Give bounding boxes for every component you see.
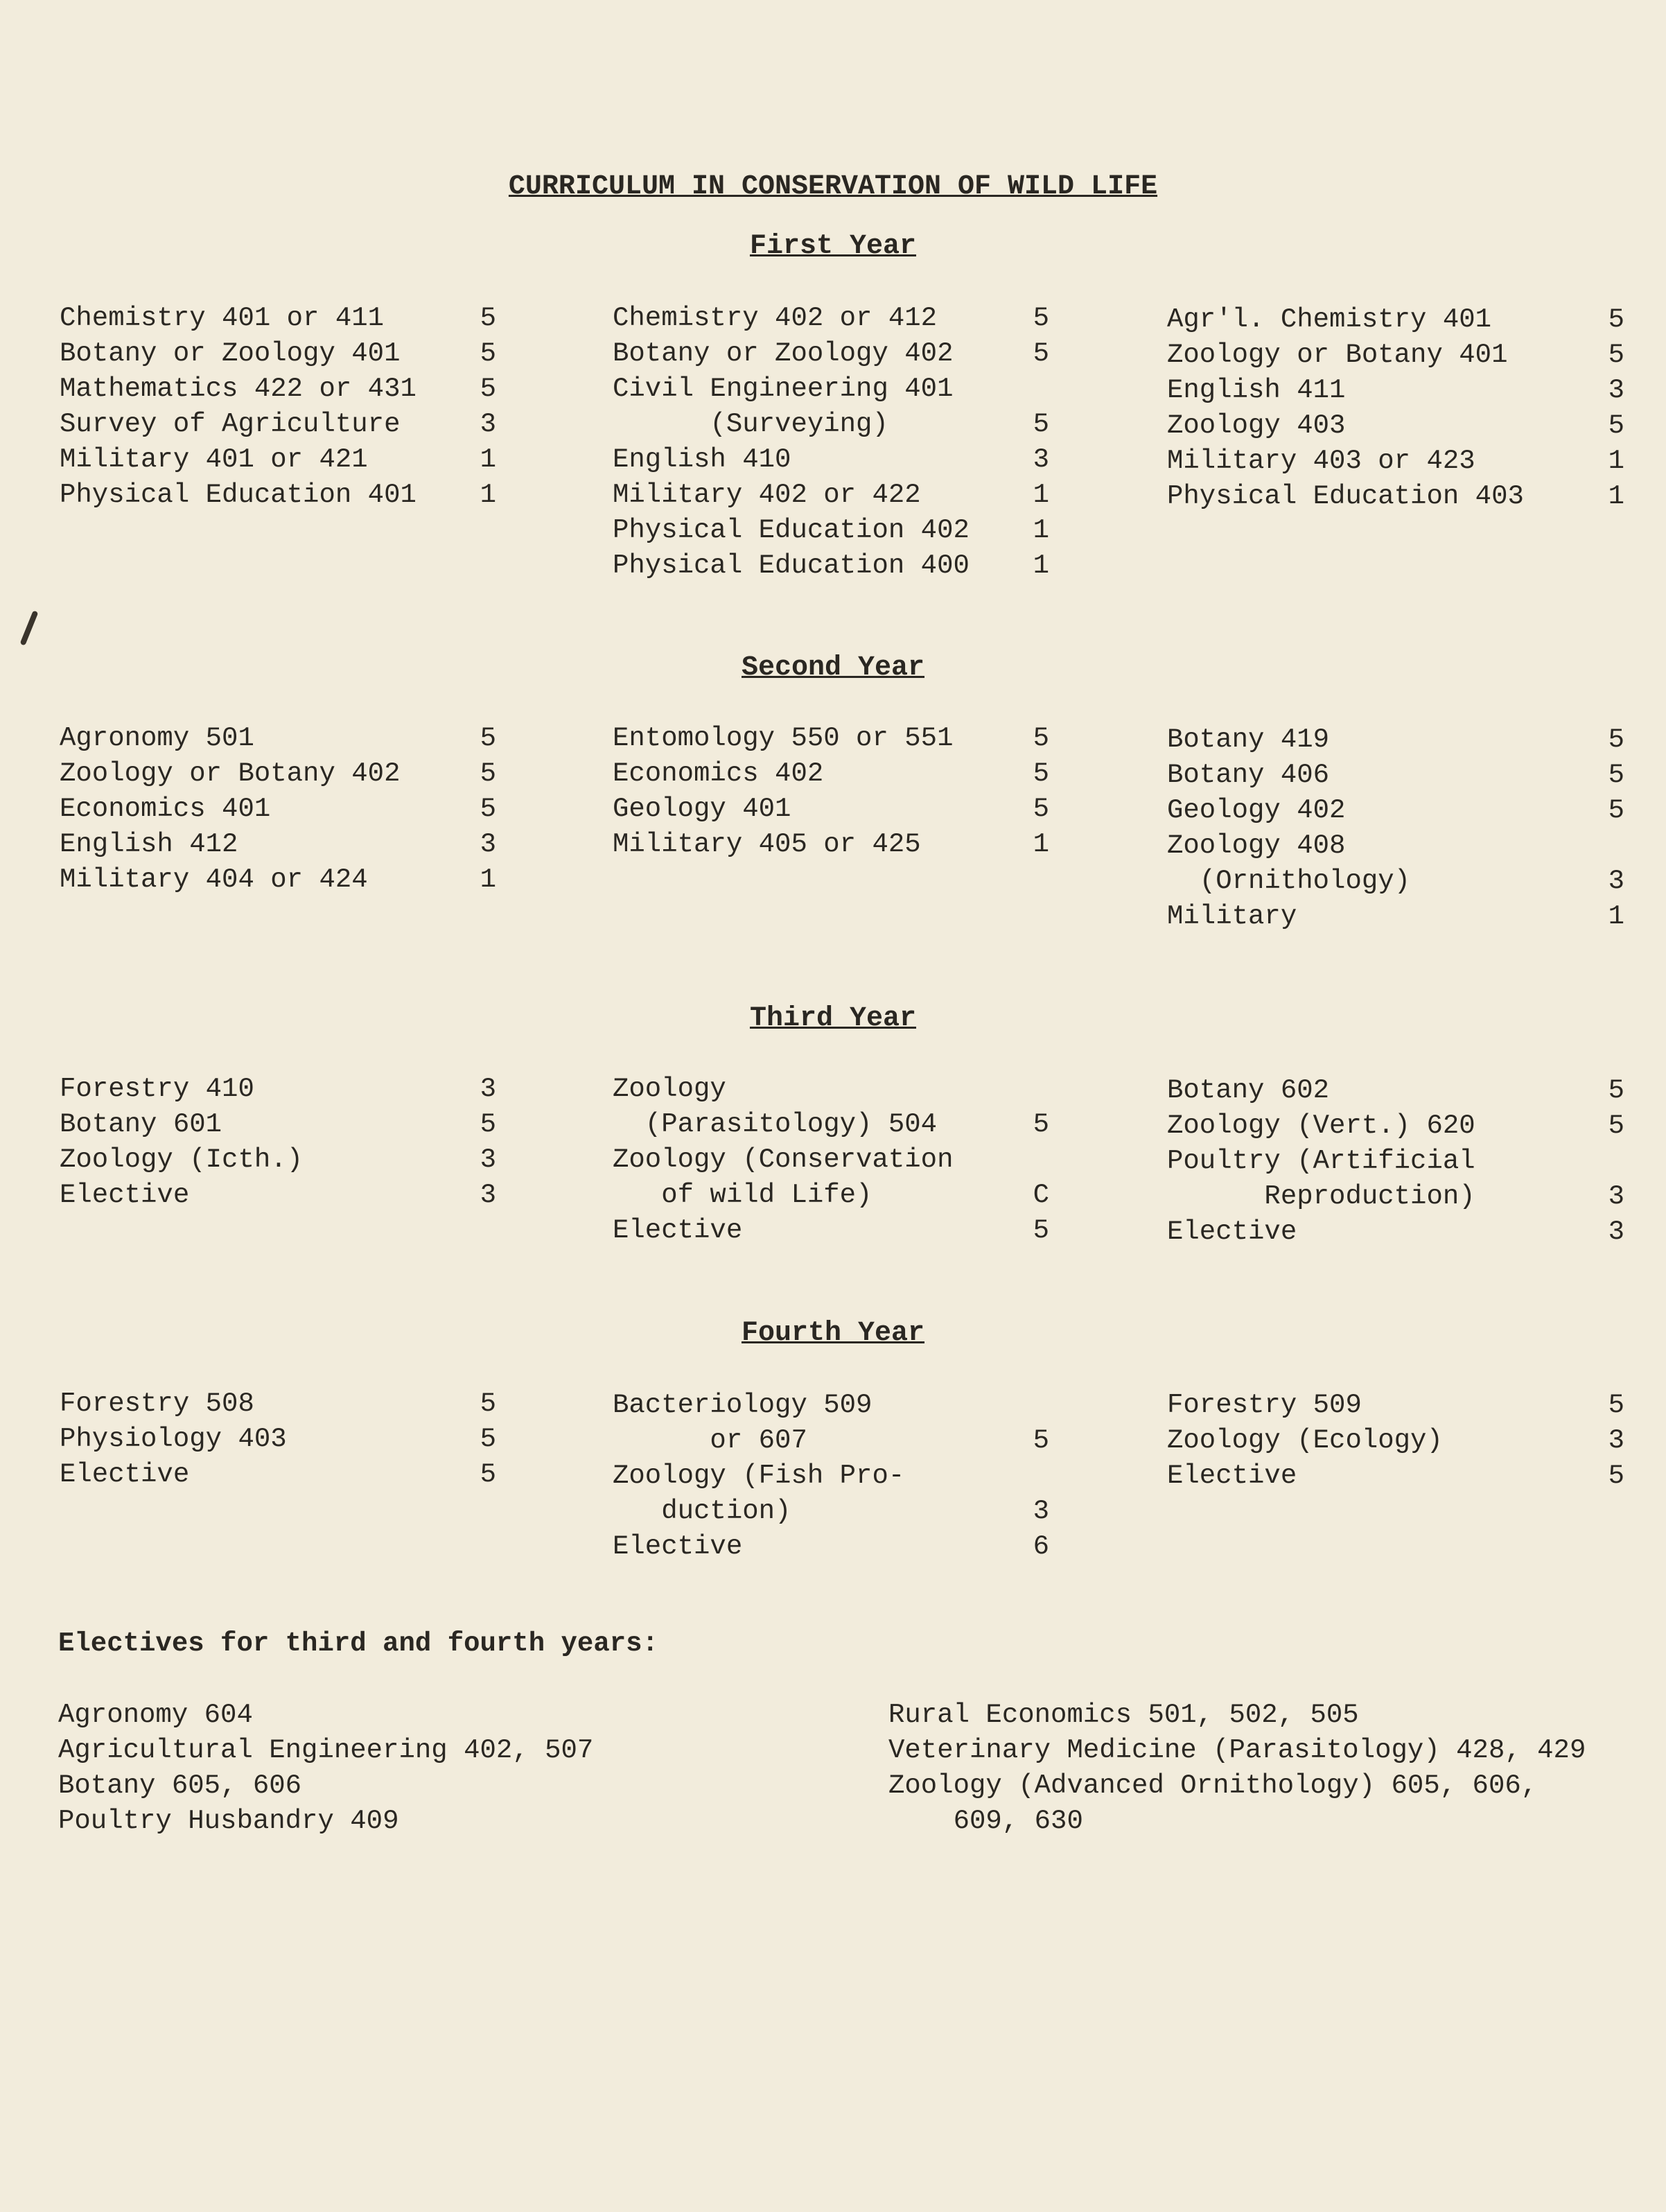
electives-heading: Electives for third and fourth years: (58, 1628, 658, 1659)
course-credits: 3 (480, 1074, 496, 1104)
course-credits (1597, 828, 1624, 864)
course-row (60, 442, 496, 478)
course-credits: 5 (1608, 1075, 1624, 1106)
course-name: Bacteriology 509 (613, 1390, 873, 1420)
course-credits: 3 (1608, 1181, 1624, 1212)
course-credits: C (1033, 1180, 1049, 1210)
course-name: Chemistry 401 or 411 (60, 303, 385, 333)
course-name: Elective (613, 1531, 743, 1562)
third-year-column-1 (60, 1072, 496, 1213)
course-name: Forestry 509 (1167, 1390, 1362, 1420)
elective-item: 609, 630 (888, 1806, 1083, 1836)
course-credits: 5 (1033, 338, 1049, 369)
course-credits: 5 (1608, 410, 1624, 441)
course-credits: 3 (480, 1144, 496, 1175)
course-credits: 5 (480, 1424, 496, 1454)
course-credits: 3 (1033, 444, 1049, 475)
course-row (60, 1422, 496, 1457)
course-row (60, 827, 496, 862)
course-name: Elective (1167, 1461, 1297, 1491)
course-row (1167, 408, 1624, 444)
course-credits: 3 (480, 829, 496, 860)
course-credits: 6 (1033, 1531, 1049, 1562)
course-credits: 5 (480, 1459, 496, 1490)
course-row (60, 792, 496, 827)
year-heading-third: Third Year (749, 1003, 917, 1034)
course-credits: 5 (480, 1109, 496, 1140)
course-row (60, 1142, 496, 1178)
course-row (60, 336, 496, 372)
course-name: Zoology 408 (1167, 830, 1346, 861)
course-name: Elective (60, 1180, 190, 1210)
course-row (1167, 1144, 1624, 1179)
course-credits: 5 (1033, 1215, 1049, 1246)
course-name: Botany or Zoology 402 (613, 338, 954, 369)
course-row (1167, 1458, 1624, 1494)
year-heading-fourth: Fourth Year (741, 1318, 925, 1349)
course-name: English 412 (60, 829, 238, 860)
course-name: Zoology (Conservation (613, 1144, 954, 1175)
course-name: Physical Education 403 (1167, 481, 1524, 512)
course-row (1167, 444, 1624, 479)
course-name: Zoology (Vert.) 620 (1167, 1111, 1475, 1141)
course-row (613, 1494, 1049, 1529)
course-name: Military 405 or 425 (613, 829, 921, 860)
course-row (1167, 793, 1624, 828)
course-row (613, 407, 1049, 442)
course-name: Mathematics 422 or 431 (60, 374, 417, 404)
course-row (613, 336, 1049, 372)
course-credits (1021, 1072, 1049, 1107)
course-credits: 5 (480, 758, 496, 789)
course-row (613, 1072, 1049, 1107)
course-row (613, 1213, 1049, 1248)
course-name: Military (1167, 901, 1297, 932)
electives-right-list (888, 1698, 1586, 1839)
course-name: Survey of Agriculture (60, 409, 401, 439)
course-row (60, 1386, 496, 1422)
course-name: Forestry 508 (60, 1388, 254, 1419)
course-name: Physical Education 401 (60, 480, 417, 510)
course-credits: 1 (480, 480, 496, 510)
course-credits: 5 (480, 1388, 496, 1419)
course-name: Economics 402 (613, 758, 824, 789)
course-row (1167, 722, 1624, 758)
course-credits: 5 (1608, 1390, 1624, 1420)
elective-item: Veterinary Medicine (Parasitology) 428, 429 (888, 1735, 1586, 1766)
course-row (1167, 899, 1624, 934)
course-name: Elective (613, 1215, 743, 1246)
course-row (60, 756, 496, 792)
course-row (60, 1457, 496, 1492)
course-credits: 5 (480, 303, 496, 333)
course-row (1167, 864, 1624, 899)
course-credits: 5 (1033, 723, 1049, 754)
course-credits: 1 (1608, 901, 1624, 932)
course-row (1167, 1423, 1624, 1458)
course-name: (Parasitology) 504 (613, 1109, 938, 1140)
course-credits: 3 (1033, 1496, 1049, 1526)
course-credits: 5 (1608, 724, 1624, 755)
course-name: Zoology (Fish Pro- (613, 1461, 905, 1491)
course-row (613, 1178, 1049, 1213)
course-credits: 5 (1608, 340, 1624, 370)
course-row (60, 372, 496, 407)
course-name: Zoology 403 (1167, 410, 1346, 441)
course-name: Elective (1167, 1217, 1297, 1247)
course-credits: 1 (1608, 481, 1624, 512)
course-row (613, 1107, 1049, 1142)
course-credits: 5 (480, 374, 496, 404)
course-row (60, 721, 496, 756)
course-credits (1021, 372, 1049, 407)
course-name: Elective (60, 1459, 190, 1490)
fourth-year-column-3 (1167, 1388, 1624, 1494)
year-heading-second: Second Year (741, 652, 925, 683)
course-name: Economics 401 (60, 794, 271, 824)
course-name: (Ornithology) (1167, 866, 1411, 896)
second-year-column-1 (60, 721, 496, 898)
course-row (613, 756, 1049, 792)
course-name: Military 402 or 422 (613, 480, 921, 510)
course-credits: 1 (1033, 550, 1049, 581)
course-row (613, 1458, 1049, 1494)
course-row (1167, 1388, 1624, 1423)
course-row (60, 478, 496, 513)
course-credits: 5 (1033, 794, 1049, 824)
course-credits: 1 (1033, 515, 1049, 546)
course-credits: 3 (1608, 375, 1624, 406)
course-name: Forestry 410 (60, 1074, 254, 1104)
course-name: Botany or Zoology 401 (60, 338, 401, 369)
course-row (60, 1178, 496, 1213)
course-row (613, 792, 1049, 827)
year-heading-first: First Year (749, 231, 917, 262)
elective-item: Agricultural Engineering 402, 507 (58, 1735, 594, 1766)
course-credits: 5 (1033, 1425, 1049, 1456)
third-year-column-2 (613, 1072, 1049, 1248)
course-credits (1597, 1144, 1624, 1179)
course-name: Botany 406 (1167, 760, 1330, 790)
course-row (613, 1423, 1049, 1458)
elective-item: Rural Economics 501, 502, 505 (888, 1700, 1359, 1730)
course-name: Zoology (Icth.) (60, 1144, 304, 1175)
course-name: Zoology (613, 1074, 726, 1104)
course-row (613, 478, 1049, 513)
course-credits: 1 (480, 864, 496, 895)
elective-item: Botany 605, 606 (58, 1770, 302, 1801)
electives-left-list (58, 1698, 593, 1839)
course-credits (1021, 1458, 1049, 1494)
course-row (60, 407, 496, 442)
course-row (1167, 1179, 1624, 1214)
course-credits: 5 (1033, 1109, 1049, 1140)
course-row (60, 862, 496, 898)
course-credits: 3 (1608, 1425, 1624, 1456)
course-name: Botany 601 (60, 1109, 222, 1140)
course-credits: 5 (1608, 795, 1624, 826)
first-year-column-2 (613, 301, 1049, 584)
course-row (60, 1107, 496, 1142)
fourth-year-column-2 (613, 1388, 1049, 1565)
course-row (613, 372, 1049, 407)
first-year-column-1 (60, 301, 496, 513)
elective-item: Poultry Husbandry 409 (58, 1806, 399, 1836)
course-name: Physical Education 402 (613, 515, 970, 546)
course-credits: 3 (1608, 866, 1624, 896)
course-name: duction) (613, 1496, 791, 1526)
course-row (1167, 479, 1624, 514)
course-row (613, 548, 1049, 584)
course-name: Physical Education 400 (613, 550, 970, 581)
course-credits (1021, 1142, 1049, 1178)
course-row (613, 1142, 1049, 1178)
course-name: Civil Engineering 401 (613, 374, 954, 404)
course-name: Geology 401 (613, 794, 791, 824)
course-name: English 411 (1167, 375, 1346, 406)
course-credits: 5 (1033, 758, 1049, 789)
course-name: or 607 (613, 1425, 807, 1456)
course-row (613, 1529, 1049, 1565)
course-credits: 3 (480, 1180, 496, 1210)
course-name: Physiology 403 (60, 1424, 287, 1454)
course-row (1167, 828, 1624, 864)
course-row (1167, 302, 1624, 338)
first-year-column-3 (1167, 302, 1624, 514)
third-year-column-3 (1167, 1073, 1624, 1250)
second-year-column-3 (1167, 722, 1624, 934)
course-credits: 5 (1033, 303, 1049, 333)
course-name: Zoology or Botany 401 (1167, 340, 1508, 370)
pen-mark (20, 610, 39, 645)
course-row (1167, 758, 1624, 793)
course-row (613, 301, 1049, 336)
course-name: Zoology or Botany 402 (60, 758, 401, 789)
course-name: Botany 419 (1167, 724, 1330, 755)
elective-item: Zoology (Advanced Ornithology) 605, 606, (888, 1770, 1538, 1801)
course-credits: 5 (480, 723, 496, 754)
course-name: Military 403 or 423 (1167, 446, 1475, 476)
course-credits: 3 (480, 409, 496, 439)
course-name: Military 404 or 424 (60, 864, 368, 895)
second-year-column-2 (613, 721, 1049, 862)
course-row (613, 513, 1049, 548)
course-name: Military 401 or 421 (60, 444, 368, 475)
course-credits: 1 (1033, 829, 1049, 860)
course-row (613, 442, 1049, 478)
course-row (1167, 1214, 1624, 1250)
course-name: Agronomy 501 (60, 723, 254, 754)
course-row (613, 721, 1049, 756)
course-name: Zoology (Ecology) (1167, 1425, 1443, 1456)
course-credits: 5 (480, 794, 496, 824)
course-name: Chemistry 402 or 412 (613, 303, 938, 333)
course-credits: 5 (480, 338, 496, 369)
course-credits (1021, 1388, 1049, 1423)
course-name: Reproduction) (1167, 1181, 1475, 1212)
course-credits: 1 (1608, 446, 1624, 476)
course-row (60, 301, 496, 336)
course-row (613, 827, 1049, 862)
course-name: of wild Life) (613, 1180, 873, 1210)
course-name: Poultry (Artificial (1167, 1146, 1475, 1176)
course-credits: 3 (1608, 1217, 1624, 1247)
course-row (1167, 1073, 1624, 1108)
course-credits: 5 (1608, 1461, 1624, 1491)
course-row (613, 1388, 1049, 1423)
course-credits: 1 (1033, 480, 1049, 510)
course-credits: 5 (1608, 1111, 1624, 1141)
course-name: Agr'l. Chemistry 401 (1167, 304, 1492, 335)
course-credits: 5 (1608, 760, 1624, 790)
course-credits: 1 (480, 444, 496, 475)
course-name: Entomology 550 or 551 (613, 723, 954, 754)
course-name: (Surveying) (613, 409, 888, 439)
course-row (1167, 373, 1624, 408)
course-name: Botany 602 (1167, 1075, 1330, 1106)
course-row (1167, 1108, 1624, 1144)
course-name: English 410 (613, 444, 791, 475)
course-row (1167, 338, 1624, 373)
course-name: Geology 402 (1167, 795, 1346, 826)
course-credits: 5 (1608, 304, 1624, 335)
elective-item: Agronomy 604 (58, 1700, 253, 1730)
course-row (60, 1072, 496, 1107)
page-title: CURRICULUM IN CONSERVATION OF WILD LIFE (508, 171, 1158, 202)
fourth-year-column-1 (60, 1386, 496, 1492)
course-credits: 5 (1033, 409, 1049, 439)
